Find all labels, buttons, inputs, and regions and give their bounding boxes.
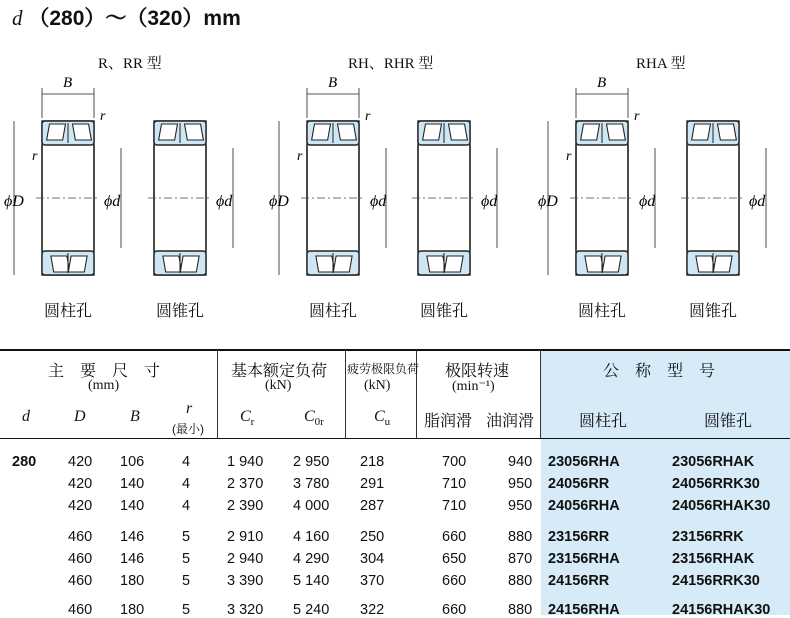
col-cyl: 圆柱孔 <box>579 413 628 430</box>
cell-taper: 23056RHAK <box>672 454 755 470</box>
svg-text:ϕd: ϕd <box>104 193 121 210</box>
col-divider <box>540 350 541 438</box>
d-symbol: d <box>12 6 23 30</box>
cell-D: 460 <box>68 602 93 618</box>
col-C0r: $C_{0r}$ <box>304 408 324 429</box>
cell-oil: 880 <box>508 573 533 589</box>
svg-text:ϕd: ϕd <box>216 193 233 210</box>
cell-B: 180 <box>120 602 145 618</box>
cell-grease: 710 <box>442 476 467 492</box>
svg-text:r: r <box>100 109 106 124</box>
caption-taper-1: 圆锥孔 <box>156 303 205 320</box>
cell-D: 420 <box>68 454 93 470</box>
page-title <box>12 2 241 32</box>
cell-cyl: 23156RHA <box>548 551 620 567</box>
cell-D: 420 <box>68 498 93 514</box>
bearing-drawings <box>0 40 790 330</box>
cell-oil: 950 <box>508 498 533 514</box>
table-header-rule <box>0 438 790 439</box>
caption-taper-3: 圆锥孔 <box>689 303 738 320</box>
cell-B: 146 <box>120 529 145 545</box>
cell-taper: 24156RHAK30 <box>672 602 771 618</box>
svg-text:ϕD: ϕD <box>538 193 558 210</box>
cell-grease: 660 <box>442 529 467 545</box>
col-r-note: (最小) <box>172 422 204 436</box>
bearing-cylindrical-rha <box>538 75 656 275</box>
cell-r: 5 <box>182 551 191 567</box>
cell-C0r: 2 950 <box>293 454 330 470</box>
cell-Cu: 322 <box>360 602 385 618</box>
cell-Cu: 218 <box>360 454 385 470</box>
cell-Cr: 2 910 <box>227 529 264 545</box>
cell-r: 4 <box>182 454 191 470</box>
cell-taper: 23156RHAK <box>672 551 755 567</box>
cell-C0r: 4 290 <box>293 551 330 567</box>
svg-text:ϕD: ϕD <box>4 193 24 210</box>
col-oil: 油润滑 <box>486 413 535 430</box>
svg-text:B: B <box>63 75 73 91</box>
cell-Cu: 250 <box>360 529 385 545</box>
cell-B: 106 <box>120 454 145 470</box>
cell-B: 140 <box>120 498 145 514</box>
cell-grease: 650 <box>442 551 467 567</box>
cell-grease: 710 <box>442 498 467 514</box>
bearing-tapered-rh <box>412 121 498 275</box>
bearing-tapered-r <box>148 121 233 275</box>
cell-C0r: 4 160 <box>293 529 330 545</box>
cell-D: 420 <box>68 476 93 492</box>
col-Cu: $C_u$ <box>374 408 391 429</box>
cell-cyl: 24056RHA <box>548 498 620 514</box>
cell-grease: 700 <box>442 454 467 470</box>
cell-D: 460 <box>68 529 93 545</box>
cell-oil: 870 <box>508 551 533 567</box>
cell-C0r: 3 780 <box>293 476 330 492</box>
svg-text:r: r <box>297 149 303 164</box>
header-load-unit: (kN) <box>265 378 292 393</box>
cell-D: 460 <box>68 573 93 589</box>
cell-d: 280 <box>12 454 37 470</box>
caption-cyl-2: 圆柱孔 <box>309 303 358 320</box>
cell-Cu: 287 <box>360 498 385 514</box>
header-main-dims: 主 要 尺 寸 <box>48 363 161 380</box>
caption-taper-2: 圆锥孔 <box>420 303 469 320</box>
svg-text:ϕD: ϕD <box>269 193 289 210</box>
svg-text:ϕd: ϕd <box>749 193 766 210</box>
svg-text:r: r <box>634 109 640 124</box>
cell-r: 4 <box>182 476 191 492</box>
cell-oil: 940 <box>508 454 533 470</box>
header-load-ratings: 基本额定负荷 <box>231 363 328 380</box>
cell-taper: 23156RRK <box>672 529 744 545</box>
cell-grease: 660 <box>442 602 467 618</box>
header-designation: 公 称 型 号 <box>603 363 716 380</box>
header-fatigue-unit: (kN) <box>364 378 391 393</box>
svg-text:ϕd: ϕd <box>639 193 656 210</box>
col-grease: 脂润滑 <box>424 413 473 430</box>
cell-cyl: 24056RR <box>548 476 610 492</box>
cell-r: 5 <box>182 573 191 589</box>
col-B: B <box>130 408 140 425</box>
cell-cyl: 23056RHA <box>548 454 620 470</box>
cell-Cr: 1 940 <box>227 454 264 470</box>
cell-grease: 660 <box>442 573 467 589</box>
cell-Cr: 2 370 <box>227 476 264 492</box>
cell-Cr: 2 390 <box>227 498 264 514</box>
svg-text:B: B <box>328 75 338 91</box>
cell-cyl: 24156RR <box>548 573 610 589</box>
table-top-rule <box>0 349 790 351</box>
cell-D: 460 <box>68 551 93 567</box>
col-divider <box>345 350 346 438</box>
cell-C0r: 5 140 <box>293 573 330 589</box>
svg-text:r: r <box>566 149 572 164</box>
header-main-dims-unit: (mm) <box>88 378 120 393</box>
cell-taper: 24056RRK30 <box>672 476 760 492</box>
cell-oil: 880 <box>508 529 533 545</box>
cell-C0r: 5 240 <box>293 602 330 618</box>
col-r: r <box>186 400 193 417</box>
header-speed: 极限转速 <box>445 363 510 380</box>
col-Cr: $C_r$ <box>240 408 255 429</box>
header-speed-unit: (min⁻¹) <box>452 379 495 394</box>
svg-text:ϕd: ϕd <box>370 193 387 210</box>
col-D: D <box>74 408 86 425</box>
cell-taper: 24156RRK30 <box>672 573 760 589</box>
svg-text:B: B <box>597 75 607 91</box>
size-range: （280）～（320）mm <box>28 7 241 30</box>
cell-Cr: 3 320 <box>227 602 264 618</box>
cell-r: 5 <box>182 529 191 545</box>
cell-taper: 24056RHAK30 <box>672 498 771 514</box>
svg-text:ϕd: ϕd <box>481 193 498 210</box>
cell-cyl: 23156RR <box>548 529 610 545</box>
bearing-cylindrical-rh <box>269 75 387 275</box>
cell-r: 5 <box>182 602 191 618</box>
cell-oil: 950 <box>508 476 533 492</box>
cell-C0r: 4 000 <box>293 498 330 514</box>
svg-text:r: r <box>365 109 371 124</box>
col-taper: 圆锥孔 <box>704 413 753 430</box>
bearing-tapered-rha <box>681 121 766 275</box>
cell-cyl: 24156RHA <box>548 602 620 618</box>
header-fatigue: 疲劳极限负荷 <box>347 362 420 376</box>
col-d: d <box>22 408 30 425</box>
bearing-cylindrical-r <box>4 75 121 275</box>
col-divider <box>217 350 218 438</box>
cell-B: 180 <box>120 573 145 589</box>
type-label-rha: RHA 型 <box>636 56 686 72</box>
caption-cyl-3: 圆柱孔 <box>578 303 627 320</box>
cell-B: 146 <box>120 551 145 567</box>
type-label-r-rr: R、RR 型 <box>98 56 162 72</box>
type-label-rh-rhr: RH、RHR 型 <box>348 56 434 72</box>
cell-r: 4 <box>182 498 191 514</box>
cell-Cr: 3 390 <box>227 573 264 589</box>
caption-cyl-1: 圆柱孔 <box>44 303 93 320</box>
cell-oil: 880 <box>508 602 533 618</box>
cell-Cu: 304 <box>360 551 385 567</box>
cell-Cu: 291 <box>360 476 385 492</box>
svg-text:r: r <box>32 149 38 164</box>
cell-Cu: 370 <box>360 573 385 589</box>
cell-B: 140 <box>120 476 145 492</box>
cell-Cr: 2 940 <box>227 551 264 567</box>
